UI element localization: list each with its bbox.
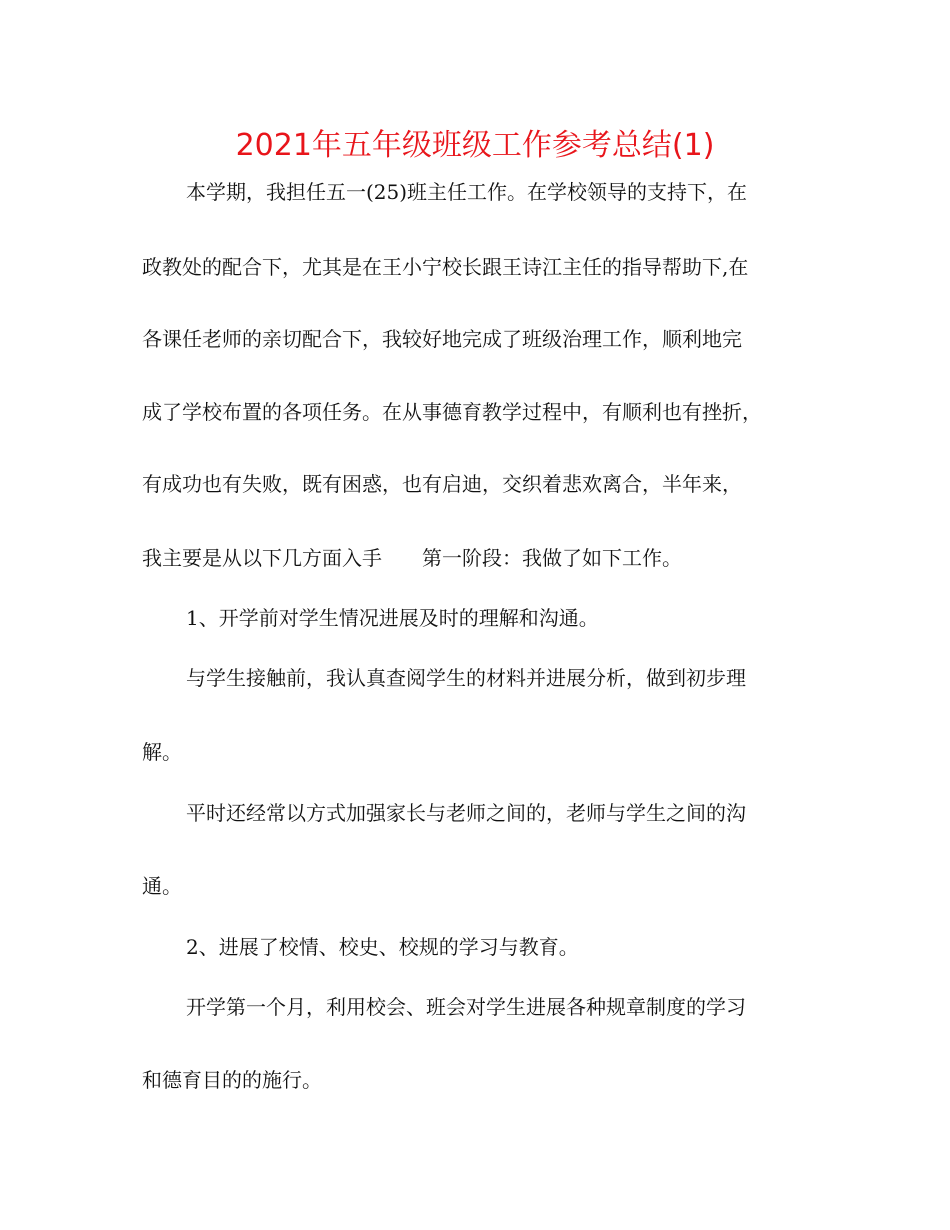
paragraph-line: 与学生接触前，我认真查阅学生的材料并进展分析，做到初步理 [186,666,746,690]
document-title: 2021年五年级班级工作参考总结(1) [235,128,715,163]
paragraph-line-part: 第一阶段：我做了如下工作。 [422,546,682,570]
paragraph-line: 有成功也有失败，既有困惑，也有启迪，交织着悲欢离合，半年来， [142,472,742,496]
paragraph-line: 和德育目的的施行。 [142,1068,322,1092]
paragraph-line: 各课任老师的亲切配合下，我较好地完成了班级治理工作，顺利地完 [142,327,742,351]
paragraph-line-split [142,544,682,572]
paragraph-line: 通。 [142,874,182,898]
paragraph-line: 平时还经常以方式加强家长与老师之间的，老师与学生之间的沟 [186,801,746,825]
section-heading: 1、开学前对学生情况进展及时的理解和沟通。 [186,606,599,630]
paragraph-line: 政教处的配合下，尤其是在王小宁校长跟王诗江主任的指导帮助下,在 [142,255,749,279]
paragraph-line: 本学期，我担任五一(25)班主任工作。在学校领导的支持下，在 [186,180,748,204]
paragraph-line-part: 我主要是从以下几方面入手 [142,546,382,570]
paragraph-line: 解。 [142,740,182,764]
paragraph-line: 成了学校布置的各项任务。在从事德育教学过程中，有顺利也有挫折， [142,400,762,424]
paragraph-line: 开学第一个月，利用校会、班会对学生进展各种规章制度的学习 [186,995,746,1019]
section-heading: 2、进展了校情、校史、校规的学习与教育。 [186,935,579,959]
